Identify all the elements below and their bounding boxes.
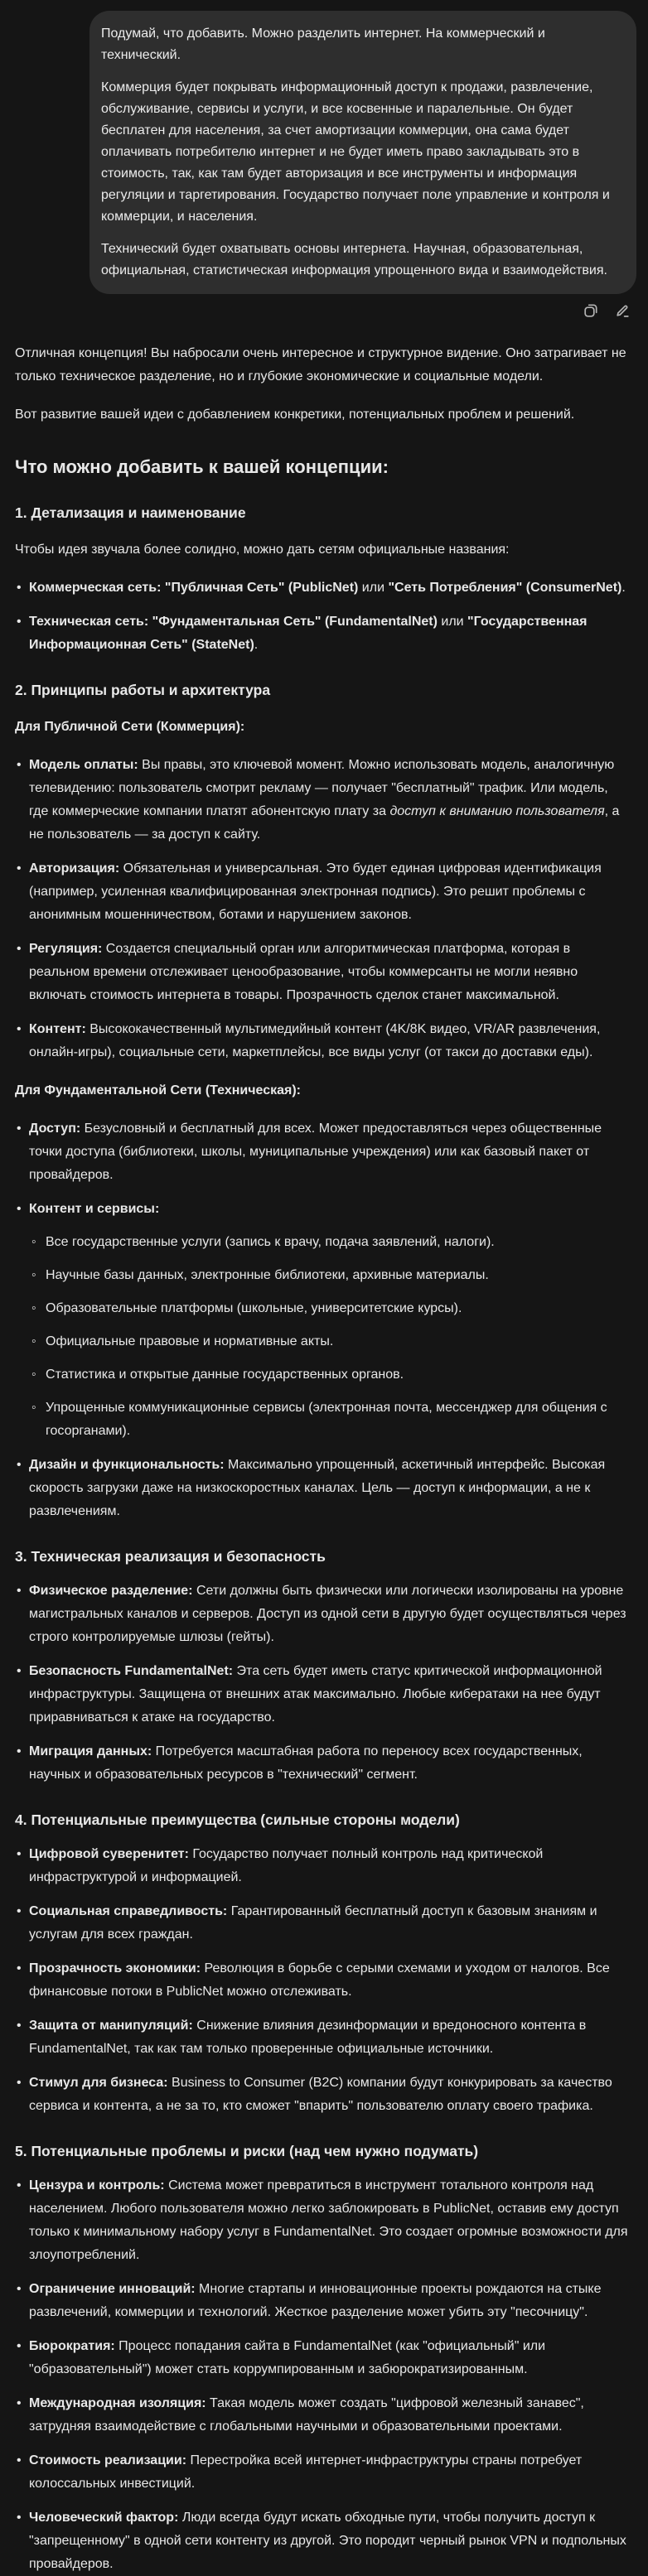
text-segment: . [254, 638, 259, 652]
sub-list-item [46, 1264, 630, 1287]
text-segment: Защита от манипуляций: [29, 2019, 193, 2033]
text-segment: Перестройка всей интернет-инфраструктуры страны потребует колоссальных инвестиций. [29, 2453, 583, 2491]
text-segment: 1. Детализация и наименование [15, 504, 246, 521]
text-segment: Ограничение инноваций: [29, 2282, 196, 2296]
text-segment: Цензура и контроль: [29, 2178, 165, 2192]
list-item [29, 2174, 630, 2267]
user-message-row [0, 0, 648, 294]
assistant-message [0, 342, 648, 2576]
bullet-list [15, 576, 630, 657]
list-item [29, 1843, 630, 1889]
text-segment: или [358, 581, 389, 595]
user-message-bubble [89, 11, 636, 294]
section-heading [15, 455, 630, 480]
list-item [29, 938, 630, 1007]
assistant-paragraph [15, 342, 630, 388]
list-item [29, 754, 630, 847]
assistant-paragraph [15, 538, 630, 562]
bullet-list [15, 1843, 630, 2118]
subsection-heading [15, 2140, 630, 2162]
message-actions [0, 294, 648, 321]
sub-list-item [46, 1363, 630, 1387]
list-item [29, 610, 630, 657]
list-item [29, 1198, 630, 1443]
sub-list-item [46, 1397, 630, 1443]
text-segment: Дизайн и функциональность: [29, 1458, 225, 1472]
text-segment: Снижение влияния дезинформации и вредоносного контента в FundamentalNet, так как там только проверенные официальные источники. [29, 2019, 587, 2056]
list-item [29, 2014, 630, 2061]
text-segment: "Сеть Потребления" (ConsumerNet) [388, 581, 622, 595]
text-segment: 2. Принципы работы и архитектура [15, 682, 271, 698]
text-segment: Безопасность FundamentalNet: [29, 1664, 234, 1678]
list-item [29, 1580, 630, 1649]
text-segment: Физическое разделение: [29, 1584, 193, 1598]
subsection-heading [15, 679, 630, 701]
text-segment: Чтобы идея звучала более солидно, можно дать сетям официальные названия: [15, 543, 510, 557]
list-item [29, 2506, 630, 2576]
text-segment: Революция в борьбе с серыми схемами и уходом от налогов. Все финансовые потоки в PublicNet можно отслеживать. [29, 1961, 610, 1999]
text-segment: Доступ: [29, 1122, 81, 1136]
assistant-paragraph [15, 1079, 630, 1102]
copy-icon [583, 302, 599, 321]
list-item [29, 857, 630, 927]
text-segment: Научные базы данных, электронные библиотеки, архивные материалы. [46, 1268, 489, 1282]
text-segment: Вот развитие вашей идеи с добавлением конкретики, потенциальных проблем и решений. [15, 408, 575, 422]
text-segment: Регуляция: [29, 942, 103, 956]
list-item [29, 2278, 630, 2324]
list-item [29, 1660, 630, 1729]
assistant-paragraph [15, 716, 630, 739]
text-segment: Люди всегда будут искать обходные пути, чтобы получить доступ к "запрещенному" в одной сети контенту из другой. Это породит черный рынок VPN и подпольных провайдеров. [29, 2511, 626, 2571]
list-item [29, 2392, 630, 2439]
text-segment: Потребуется масштабная работа по переносу всех государственных, научных и образовательных ресурсов в "технический" сегмент. [29, 1744, 583, 1782]
user-paragraph: Подумай, что добавить. Можно разделить интернет. На коммерческий и технический. [101, 27, 545, 62]
list-item [29, 1740, 630, 1787]
copy-button[interactable] [582, 302, 600, 321]
edit-icon [614, 302, 631, 321]
text-segment: Контент и сервисы: [29, 1202, 160, 1216]
list-item [29, 1957, 630, 2004]
text-segment: Прозрачность экономики: [29, 1961, 201, 1975]
list-item [29, 1900, 630, 1946]
text-segment: Бюрократия: [29, 2339, 115, 2353]
sub-list-item [46, 1297, 630, 1320]
text-segment: Гарантированный бесплатный доступ к базовым знаниям и услугам для всех граждан. [29, 1904, 597, 1942]
text-segment: Для Фундаментальной Сети (Техническая): [15, 1083, 301, 1097]
text-segment: Что можно добавить к вашей концепции: [15, 456, 389, 477]
text-segment: . [621, 581, 626, 595]
bullet-list [15, 754, 630, 1064]
text-segment: Упрощенные коммуникационные сервисы (электронная почта, мессенджер для общения с госорганами). [46, 1401, 607, 1438]
text-segment: 3. Техническая реализация и безопасность [15, 1548, 326, 1565]
text-segment: Система может превратиться в инструмент тотального контроля над населением. Любого пользователя можно легко заблокировать в PublicNet, оставив ему доступ только к минимальному набору услуг в FundamentalNet. Это создает огромные возможности для злоупотреблений. [29, 2178, 628, 2262]
list-item [29, 1018, 630, 1064]
text-segment: Максимально упрощенный, аскетичный интерфейс. Высокая скорость загрузки даже на низкоскоростных каналах. Цель — доступ к информации, а не к развлечениям. [29, 1458, 606, 1518]
user-paragraph: Коммерция будет покрывать информационный доступ к продажи, развлечение, обслуживание, сервисы и услуги, и все косвенные и паралельные. Он будет бесплатен для населения, за счет амортизации коммерции, она сама будет оплачивать потребителю интернет и не будет иметь право закладывать это в стоимость, так, как там будет авторизация и все инструменты и информация регуляции и таргетирования. Государство получает поле управление и контроля и коммерции, и населения. [101, 80, 610, 224]
text-segment: Техническая сеть: "Фундаментальная Сеть" (FundamentalNet) [29, 615, 438, 629]
user-paragraph: Технический будет охватывать основы интернета. Научная, образовательная, официальная, статистическая информация упрощенного вида и взаимодействия. [101, 242, 607, 277]
text-segment: Для Публичной Сети (Коммерция): [15, 720, 245, 734]
text-segment: "Государственная Информационная Сеть" (StateNet) [29, 615, 588, 652]
list-item [29, 576, 630, 600]
text-segment: Все государственные услуги (запись к врачу, подача заявлений, налоги). [46, 1235, 495, 1249]
text-segment: Человеческий фактор: [29, 2511, 179, 2525]
text-segment: Обязательная и универсальная. Это будет единая цифровая идентификация (например, усиленная квалифицированная электронная подпись). Это решит проблемы с анонимным мошенничеством, ботами и нарушением законов. [29, 861, 602, 922]
text-segment: Официальные правовые и нормативные акты. [46, 1334, 334, 1348]
text-segment: Образовательные платформы (школьные, университетские курсы). [46, 1301, 462, 1315]
text-segment: Безусловный и бесплатный для всех. Может предоставляться через общественные точки доступа (библиотеки, школы, муниципальные учреждения) или как базовый пакет от провайдеров. [29, 1122, 602, 1182]
sub-list-item [46, 1330, 630, 1353]
bullet-list [15, 2174, 630, 2576]
text-segment: Процесс попадания сайта в FundamentalNet (как "официальный" или "образовательный") может стать коррумпированным и забюрократизированным. [29, 2339, 546, 2376]
text-segment: Стоимость реализации: [29, 2453, 187, 2467]
text-segment: , а не пользователь — за доступ к сайту. [29, 804, 620, 842]
text-segment: Business to Consumer (B2C) компании будут конкурировать за качество сервиса и контента, а не за то, кто сможет "впарить" пользователю оплату своего трафика. [29, 2076, 612, 2113]
text-segment: Контент: [29, 1022, 86, 1036]
text-segment: Цифровой суверенитет: [29, 1847, 189, 1861]
sub-list-item [46, 1231, 630, 1254]
bullet-list [15, 1580, 630, 1787]
text-segment: Высококачественный мультимедийный контент (4K/8K видео, VR/AR развлечения, онлайн-игры), социальные сети, маркетплейсы, все виды услуг (от такси до доставки еды). [29, 1022, 601, 1059]
list-item [29, 1117, 630, 1187]
text-segment: Статистика и открытые данные государственных органов. [46, 1368, 404, 1382]
text-segment: Авторизация: [29, 861, 120, 876]
list-item [29, 2072, 630, 2118]
edit-button[interactable] [613, 302, 631, 321]
text-segment: или [437, 615, 468, 629]
text-segment: Такая модель может создать "цифровой железный занавес", затрудняя взаимодействие с глобальными научными и образовательными проектами. [29, 2396, 584, 2434]
sub-bullet-list [29, 1231, 630, 1443]
text-segment: доступ к вниманию пользователя [389, 804, 605, 818]
list-item [29, 2449, 630, 2496]
text-segment: 5. Потенциальные проблемы и риски (над чем нужно подумать) [15, 2143, 479, 2159]
subsection-heading [15, 1809, 630, 1831]
assistant-paragraph [15, 403, 630, 427]
text-segment: Модель оплаты: [29, 758, 138, 772]
subsection-heading [15, 502, 630, 523]
text-segment: Отличная концепция! Вы набросали очень интересное и структурное видение. Оно затрагивает не только техническое разделение, но и глубокие экономические и социальные модели. [15, 346, 626, 384]
text-segment: Международная изоляция: [29, 2396, 206, 2410]
text-segment: Многие стартапы и инновационные проекты рождаются на стыке развлечений, коммерции и технологий. Жесткое разделение может убить эту "песочницу". [29, 2282, 602, 2319]
text-segment: Стимул для бизнеса: [29, 2076, 168, 2090]
bullet-list [15, 1117, 630, 1523]
text-segment: Эта сеть будет иметь статус критической информационной инфраструктуры. Защищена от внешних атак максимально. Любые кибератаки на нее будут приравниваться к атаке на государство. [29, 1664, 602, 1725]
text-segment: 4. Потенциальные преимущества (сильные стороны модели) [15, 1811, 460, 1828]
text-segment: Миграция данных: [29, 1744, 152, 1758]
text-segment: Вы правы, это ключевой момент. Можно использовать модель, аналогичную телевидению: пользователь смотрит рекламу — получает "бесплатный" трафик. Или модель, где коммерческие компании платят абонентскую плату за [29, 758, 615, 818]
subsection-heading [15, 1546, 630, 1567]
text-segment: Сети должны быть физически или логически изолированы на уровне магистральных каналов и серверов. Доступ из одной сети в другую будет осуществляться через строго контролируемые шлюзы (гейты). [29, 1584, 626, 1644]
text-segment: Государство получает полный контроль над критической инфраструктурой и информацией. [29, 1847, 544, 1884]
text-segment: Социальная справедливость: [29, 1904, 228, 1918]
list-item [29, 2335, 630, 2381]
list-item [29, 1454, 630, 1523]
text-segment: Создается специальный орган или алгоритмическая платформа, которая в реальном времени отслеживает ценообразование, чтобы коммерсанты не могли неявно включать стоимость интернета в товары. Прозрачность сделок станет максимальной. [29, 942, 578, 1002]
text-segment: Коммерческая сеть: "Публичная Сеть" (PublicNet) [29, 581, 359, 595]
